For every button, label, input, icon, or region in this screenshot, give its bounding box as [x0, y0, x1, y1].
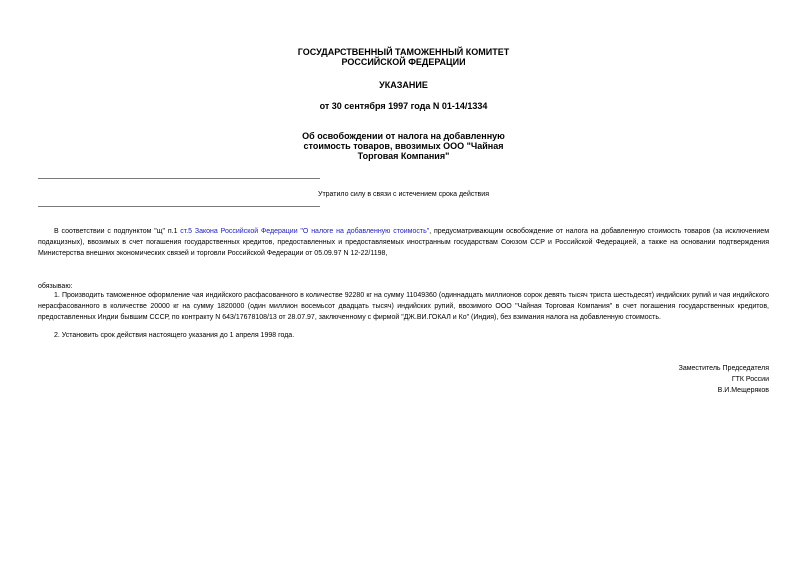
issuing-authority [0, 47, 807, 67]
divider-bottom [38, 206, 320, 207]
preamble-paragraph [38, 226, 769, 260]
document-date-number: от 30 сентября 1997 года N 01-14/1334 [319, 101, 488, 111]
signatory-name: В.И.Мещеряков [717, 387, 769, 394]
subject-line-2: стоимость товаров, ввозимых ООО "Чайная [303, 141, 504, 151]
document-subject [0, 131, 807, 161]
document-kind: УКАЗАНИЕ [379, 80, 428, 90]
expired-status-note: Утратило силу в связи с истечением срока действия [318, 191, 489, 198]
preamble-text-end: , предусматривающим освобождение от налога на добавленную стоимость товаров (за исключением подакцизных), ввозимых в счет погашения государственных кредитов, предоставленных и предоставляемых иностранным государствам Союзом ССР и Российской Федерацией, а также на основании подтверждения Министерства внешних экономических связей и торговли Российской Федерации от 05.09.97 N 12-22/1198, [38, 228, 770, 258]
subject-line-3: Торговая Компания" [357, 151, 450, 161]
oblige-statement: обязываю: [38, 283, 73, 290]
clause-2-paragraph: 2. Установить срок действия настоящего указания до 1 апреля 1998 года. [54, 332, 295, 339]
signatory-organization: ГТК России [731, 376, 769, 383]
law-reference-link[interactable]: ст.5 Закона Российской Федерации "О налоге на добавленную стоимость" [180, 228, 430, 235]
divider-top [38, 178, 320, 179]
subject-line-1: Об освобождении от налога на добавленную [302, 131, 505, 141]
authority-line-2: РОССИЙСКОЙ ФЕДЕРАЦИИ [341, 57, 466, 67]
signatory-position: Заместитель Председателя [678, 365, 769, 372]
preamble-text-start: В соответствии с подпунктом "щ" п.1 [54, 228, 181, 235]
clause-1-paragraph: 1. Производить таможенное оформление чая индийского расфасованного в количестве 92280 кг на сумму 11049360 (одиннадцать миллионов сорок девять тысяч триста шестьдесят) индийских рупий и чая индийского нерасфасованного в количестве 20000 кг на сумму 1820000 (один миллион восемьсот двадцать тысяч) индийских рупий, ввозимого ООО "Чайная Торговая Компания" в счет погашения государственных кредитов, предоставленных Индии бывшим СССР, по контракту N 643/17678108/13 от 28.07.97, заключенному с фирмой "ДЖ.ВИ.ГОКАЛ и Ко" (Индия), без взимания налога на добавленную стоимость. [38, 292, 769, 322]
authority-line-1: ГОСУДАРСТВЕННЫЙ ТАМОЖЕННЫЙ КОМИТЕТ [297, 47, 510, 57]
